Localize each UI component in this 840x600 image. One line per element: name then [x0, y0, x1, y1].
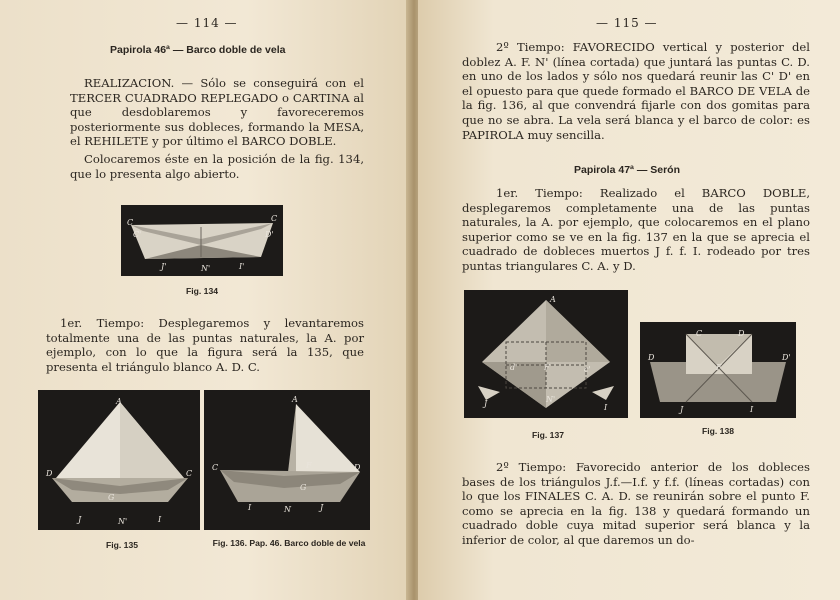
paragraph-text: 1er. Tiempo: Realizado el BARCO DOBLE, desplegaremos completamente una de las puntas naturales, la A. por ejemplo, que colocaremos en el plano superior como se ve en la fig. 137 en la que se aprecia el cuadrado de dobleces muertos J f. f. I. rodeado por tres puntas triangulares C. A. y D. — [462, 186, 810, 273]
paragraph-tiempo-2-barco — [462, 40, 810, 142]
svg-text:C: C — [212, 463, 219, 472]
svg-text:D': D' — [265, 230, 274, 239]
paragraph-tiempo-1-seron — [462, 186, 810, 274]
figure-138-photo — [640, 322, 796, 418]
svg-text:C: C — [186, 469, 193, 478]
figure-137-photo — [464, 290, 628, 418]
svg-text:F: F — [544, 363, 550, 372]
figure-138-caption: Fig. 138 — [702, 426, 734, 436]
paragraph-tiempo-1 — [46, 316, 364, 374]
paragraph-text: 2º Tiempo: FAVORECIDO vertical y posterior del doblez A. F. N' (línea cortada) que juntará las puntas C. D. en uno de los lados y sólo nos quedará reunir las C' D' en el opuesto para que quede formado el BARCO DE VELA de la fig. 136, al que convendrá fijarle con dos gomitas para que no se abra. La vela será blanca y el barco de color: es PAPIROLA muy sencilla. — [462, 40, 810, 142]
svg-text:N': N' — [546, 395, 556, 404]
section-heading-papirola-46: Papirola 46ª — Barco doble de vela — [110, 44, 286, 56]
paragraph-position — [70, 152, 364, 181]
svg-text:I: I — [604, 403, 608, 412]
svg-text:D: D — [648, 353, 655, 362]
svg-text:J: J — [680, 405, 684, 414]
figure-137-caption: Fig. 137 — [532, 430, 564, 440]
paragraph-realizacion — [70, 76, 364, 149]
svg-text:I: I — [750, 405, 754, 414]
right-page — [418, 0, 840, 600]
svg-text:D: D — [46, 469, 53, 478]
svg-text:c': c' — [584, 365, 591, 374]
paragraph-text: REALIZACION. — Sólo se conseguirá con el TERCER CUADRADO REPLEGADO o CARTINA al que desdoblaremos y favoreceremos posteriormente sus dobleces, formando la MESA, el REHILETE y por último el BARCO DOBLE. — [70, 76, 364, 149]
svg-text:F: F — [716, 363, 722, 372]
svg-text:N': N' — [118, 517, 128, 526]
svg-text:J: J — [78, 515, 82, 524]
figure-136-caption: Fig. 136. Pap. 46. Barco doble de vela — [212, 538, 366, 548]
paragraph-text: 2º Tiempo: Favorecido anterior de los dobleces bases de los triángulos J.f.—I.f. y f.f. (líneas cortadas) con lo que los FINALES C. A. D. se reunirán sobre el punto F. como se aprecia en la fig. 138 y quedará formando un cuadrado doble cuya mitad superior será blanca y la inferior de color, al que daremos un do- — [462, 460, 810, 547]
figure-135-photo — [38, 390, 200, 530]
svg-text:N: N — [284, 505, 291, 514]
svg-text:D: D — [354, 463, 361, 472]
paragraph-text: Colocaremos éste en la posición de la fig. 134, que lo presenta algo abierto. — [70, 152, 364, 181]
svg-text:F: F — [306, 461, 312, 470]
page-number-right: — 115 — — [596, 16, 658, 30]
figure-134-photo — [121, 205, 283, 276]
svg-text:A: A — [116, 397, 122, 406]
svg-text:C: C — [271, 214, 278, 223]
folded-square-illustration — [640, 322, 796, 418]
svg-text:J': J' — [161, 262, 167, 271]
svg-text:C': C' — [133, 230, 142, 239]
svg-text:D': D' — [782, 353, 791, 362]
svg-text:G: G — [300, 483, 307, 492]
section-heading-papirola-47: Papirola 47ª — Serón — [574, 164, 681, 176]
svg-text:I: I — [248, 503, 252, 512]
svg-text:D: D — [738, 329, 745, 338]
unfolded-boat-diamond-illustration — [464, 290, 628, 418]
svg-text:C: C — [127, 218, 134, 227]
svg-text:A: A — [550, 295, 556, 304]
svg-text:d': d' — [510, 363, 518, 372]
paragraph-tiempo-2-seron — [462, 460, 810, 548]
svg-text:C: C — [696, 329, 703, 338]
boat-with-white-triangle-illustration — [38, 390, 200, 530]
svg-text:G: G — [108, 493, 115, 502]
left-page — [0, 0, 412, 600]
svg-text:J: J — [320, 503, 324, 512]
figure-136-photo — [204, 390, 370, 530]
svg-text:J: J — [484, 399, 488, 408]
boat-open-illustration — [121, 205, 283, 276]
page-number-left: — 114 — — [176, 16, 238, 30]
svg-text:I': I' — [239, 262, 245, 271]
svg-text:I: I — [158, 515, 162, 524]
figure-134-caption: Fig. 134 — [186, 286, 218, 296]
svg-text:N': N' — [201, 264, 211, 273]
svg-text:A: A — [292, 395, 298, 404]
sailboat-illustration — [204, 390, 370, 530]
figure-135-caption: Fig. 135 — [106, 540, 138, 550]
paragraph-text: 1er. Tiempo: Desplegaremos y levantaremos totalmente una de las puntas naturales, la A. por ejemplo, con lo que la figura será la 135, que presenta el triángulo blanco A. D. C. — [46, 316, 364, 374]
